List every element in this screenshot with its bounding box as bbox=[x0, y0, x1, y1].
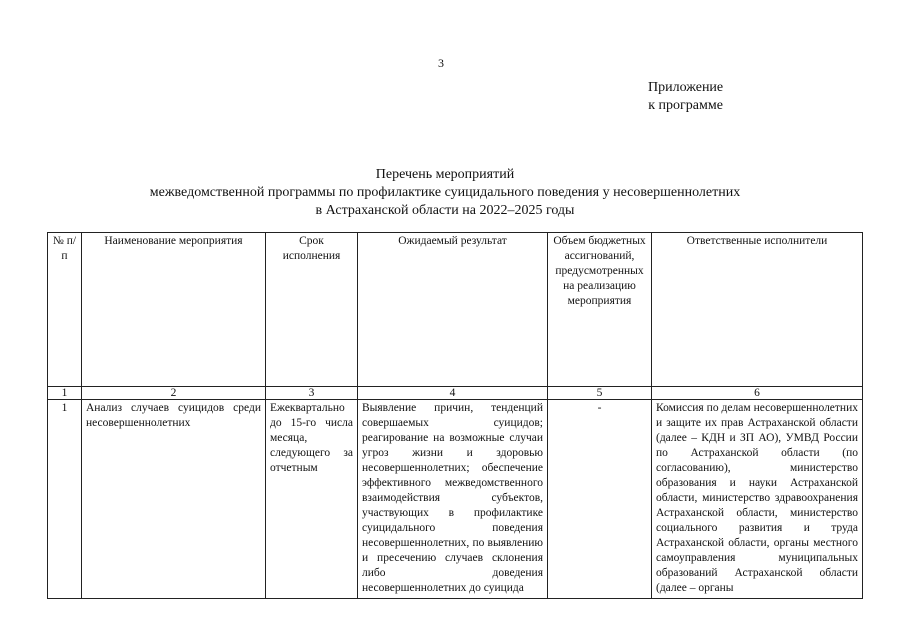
measures-table bbox=[47, 232, 863, 599]
column-number: 4 bbox=[358, 387, 548, 400]
header-cell-term: Срок исполнения bbox=[266, 233, 358, 387]
column-number: 5 bbox=[548, 387, 652, 400]
header-cell-executors: Ответственные исполнители bbox=[652, 233, 863, 387]
title-line-1: Перечень мероприятий bbox=[375, 167, 515, 182]
header-cell-result: Ожидаемый результат bbox=[358, 233, 548, 387]
title-line-3: в Астраханской области на 2022–2025 годы bbox=[315, 203, 575, 218]
appendix-line-1: Приложение bbox=[648, 80, 724, 95]
row-term-cell: Ежеквартально до 15-го числа месяца, следующего за отчетным bbox=[266, 400, 358, 599]
page-number: 3 bbox=[438, 56, 444, 70]
title-line-2: межведомственной программы по профилактике суицидального поведения у несовершеннолетних bbox=[149, 185, 741, 200]
row-budget-cell: - bbox=[548, 400, 652, 599]
document-title bbox=[0, 166, 890, 220]
appendix-label bbox=[648, 79, 723, 115]
header-cell-budget: Объем бюджетных ассигнований, предусмотренных на реализацию мероприятия bbox=[548, 233, 652, 387]
row-number-cell: 1 bbox=[48, 400, 82, 599]
column-number: 6 bbox=[652, 387, 863, 400]
column-number: 2 bbox=[82, 387, 266, 400]
row-result-cell: Выявление причин, тенденций совершаемых суицидов; реагирование на возможные случаи угроз жизни и здоровью несовершеннолетних; обеспечение эффективного межведомственного взаимодействия субъектов, участвующих в профилактике суицидального поведения несовершеннолетних, по выявлению и пресечению случаев склонения либо доведения несовершеннолетних до суицида bbox=[358, 400, 548, 599]
column-number: 3 bbox=[266, 387, 358, 400]
row-executors-cell: Комиссия по делам несовершеннолетних и защите их прав Астраханской области (далее – КДН и ЗП АО), УМВД России по Астраханской области (по согласованию), министерство образования и науки Астраханской области, министерство здравоохранения Астраханской области, министерство социального развития и труда Астраханской области, органы местного самоуправления муниципальных образований Астраханской области (далее – органы bbox=[652, 400, 863, 599]
row-name-cell: Анализ случаев суицидов среди несовершеннолетних bbox=[82, 400, 266, 599]
table-header-row bbox=[48, 233, 863, 387]
header-cell-number: № п/п bbox=[48, 233, 82, 387]
column-number: 1 bbox=[48, 387, 82, 400]
table-row bbox=[48, 400, 863, 599]
appendix-line-2: к программе bbox=[648, 98, 723, 113]
column-numbers-row bbox=[48, 387, 863, 400]
header-cell-name: Наименование мероприятия bbox=[82, 233, 266, 387]
